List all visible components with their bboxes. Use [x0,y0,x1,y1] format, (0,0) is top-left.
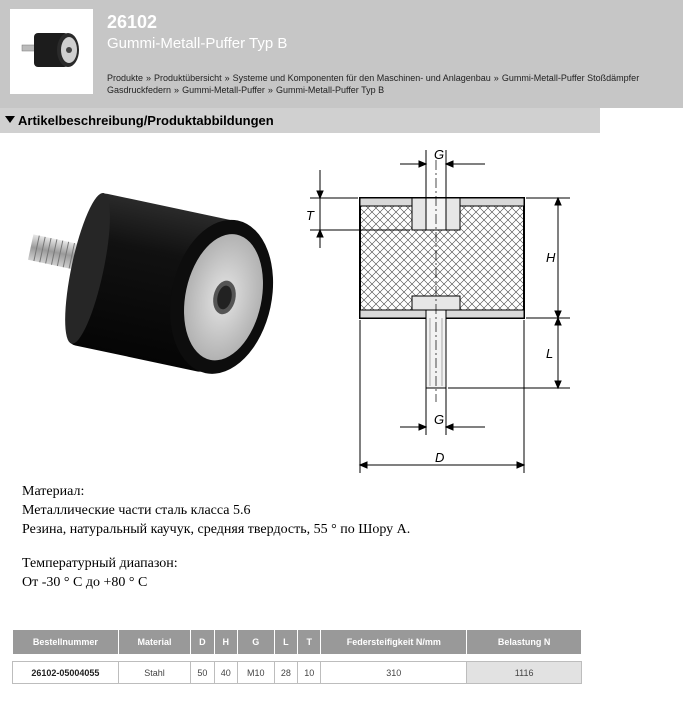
cell-l: 28 [274,662,297,684]
dim-label-g-bottom: G [434,412,445,427]
material-rubber: Резина, натуральный каучук, средняя твердость, 55 ° по Шору А. [22,522,411,537]
dim-label-h: H [546,250,556,265]
breadcrumb-item[interactable]: Gummi-Metall-Puffer [182,85,265,95]
breadcrumb-item[interactable]: Produkte [107,73,144,83]
table-spacer [13,655,582,662]
breadcrumb-separator-icon: » [267,85,273,95]
column-header: Material [118,630,190,655]
collapse-triangle-icon[interactable] [5,116,15,123]
breadcrumb-item[interactable]: Gummi-Metall-Puffer Typ B [275,85,385,95]
material-heading: Материал: [22,484,85,499]
breadcrumb-item[interactable]: Systeme und Komponenten für den Maschinen- und Anlagenbau [232,73,491,83]
dim-label-g-top: G [434,147,445,162]
cell-order-number[interactable]: 26102-05004055 [13,662,119,684]
section-title: Artikelbeschreibung/Produktabbildungen [18,113,274,128]
table-row[interactable] [13,662,582,684]
breadcrumb-separator-icon: » [493,73,499,83]
breadcrumb-separator-icon: » [146,73,152,83]
column-header: G [237,630,274,655]
column-header: Federsteifigkeit N/mm [321,630,467,655]
column-header: H [214,630,237,655]
product-photo [8,140,283,425]
cell-d: 50 [191,662,214,684]
column-header: Bestellnummer [13,630,119,655]
product-number: 26102 [107,12,158,32]
dim-label-t: T [306,208,314,223]
rubber-buffer-photo-icon [8,140,283,425]
column-header: T [298,630,321,655]
breadcrumb-separator-icon: » [174,85,180,95]
temperature-range: От -30 ° C до +80 ° C [22,575,148,590]
breadcrumb [107,72,679,96]
cell-g: M10 [237,662,274,684]
temperature-heading: Температурный диапазон: [22,556,178,571]
section-header[interactable] [0,108,600,133]
cell-t: 10 [298,662,321,684]
cell-spring-rate: 310 [321,662,467,684]
buffer-thumbnail-icon [10,9,93,94]
breadcrumb-item[interactable]: Gummi-Metall-Puffer Stoßdämpfer Gasdruckfedern [107,73,640,95]
product-header [0,0,683,108]
column-header: Belastung N [467,630,582,655]
material-metal: Металлические части сталь класса 5.6 [22,503,251,518]
breadcrumb-separator-icon: » [224,73,230,83]
dimension-drawing-icon [300,140,600,475]
product-thumbnail[interactable] [10,9,93,94]
dim-label-l: L [546,346,554,361]
cell-load: 1116 [467,662,582,684]
product-title: Gummi-Metall-Puffer Typ B [107,35,288,52]
article-table [12,629,582,684]
cell-material: Stahl [118,662,190,684]
breadcrumb-item[interactable]: Produktübersicht [154,73,222,83]
column-header: D [191,630,214,655]
technical-drawing [300,140,600,475]
column-header: L [274,630,297,655]
dim-label-d: D [435,450,445,465]
table-header-row [13,630,582,655]
cell-h: 40 [214,662,237,684]
